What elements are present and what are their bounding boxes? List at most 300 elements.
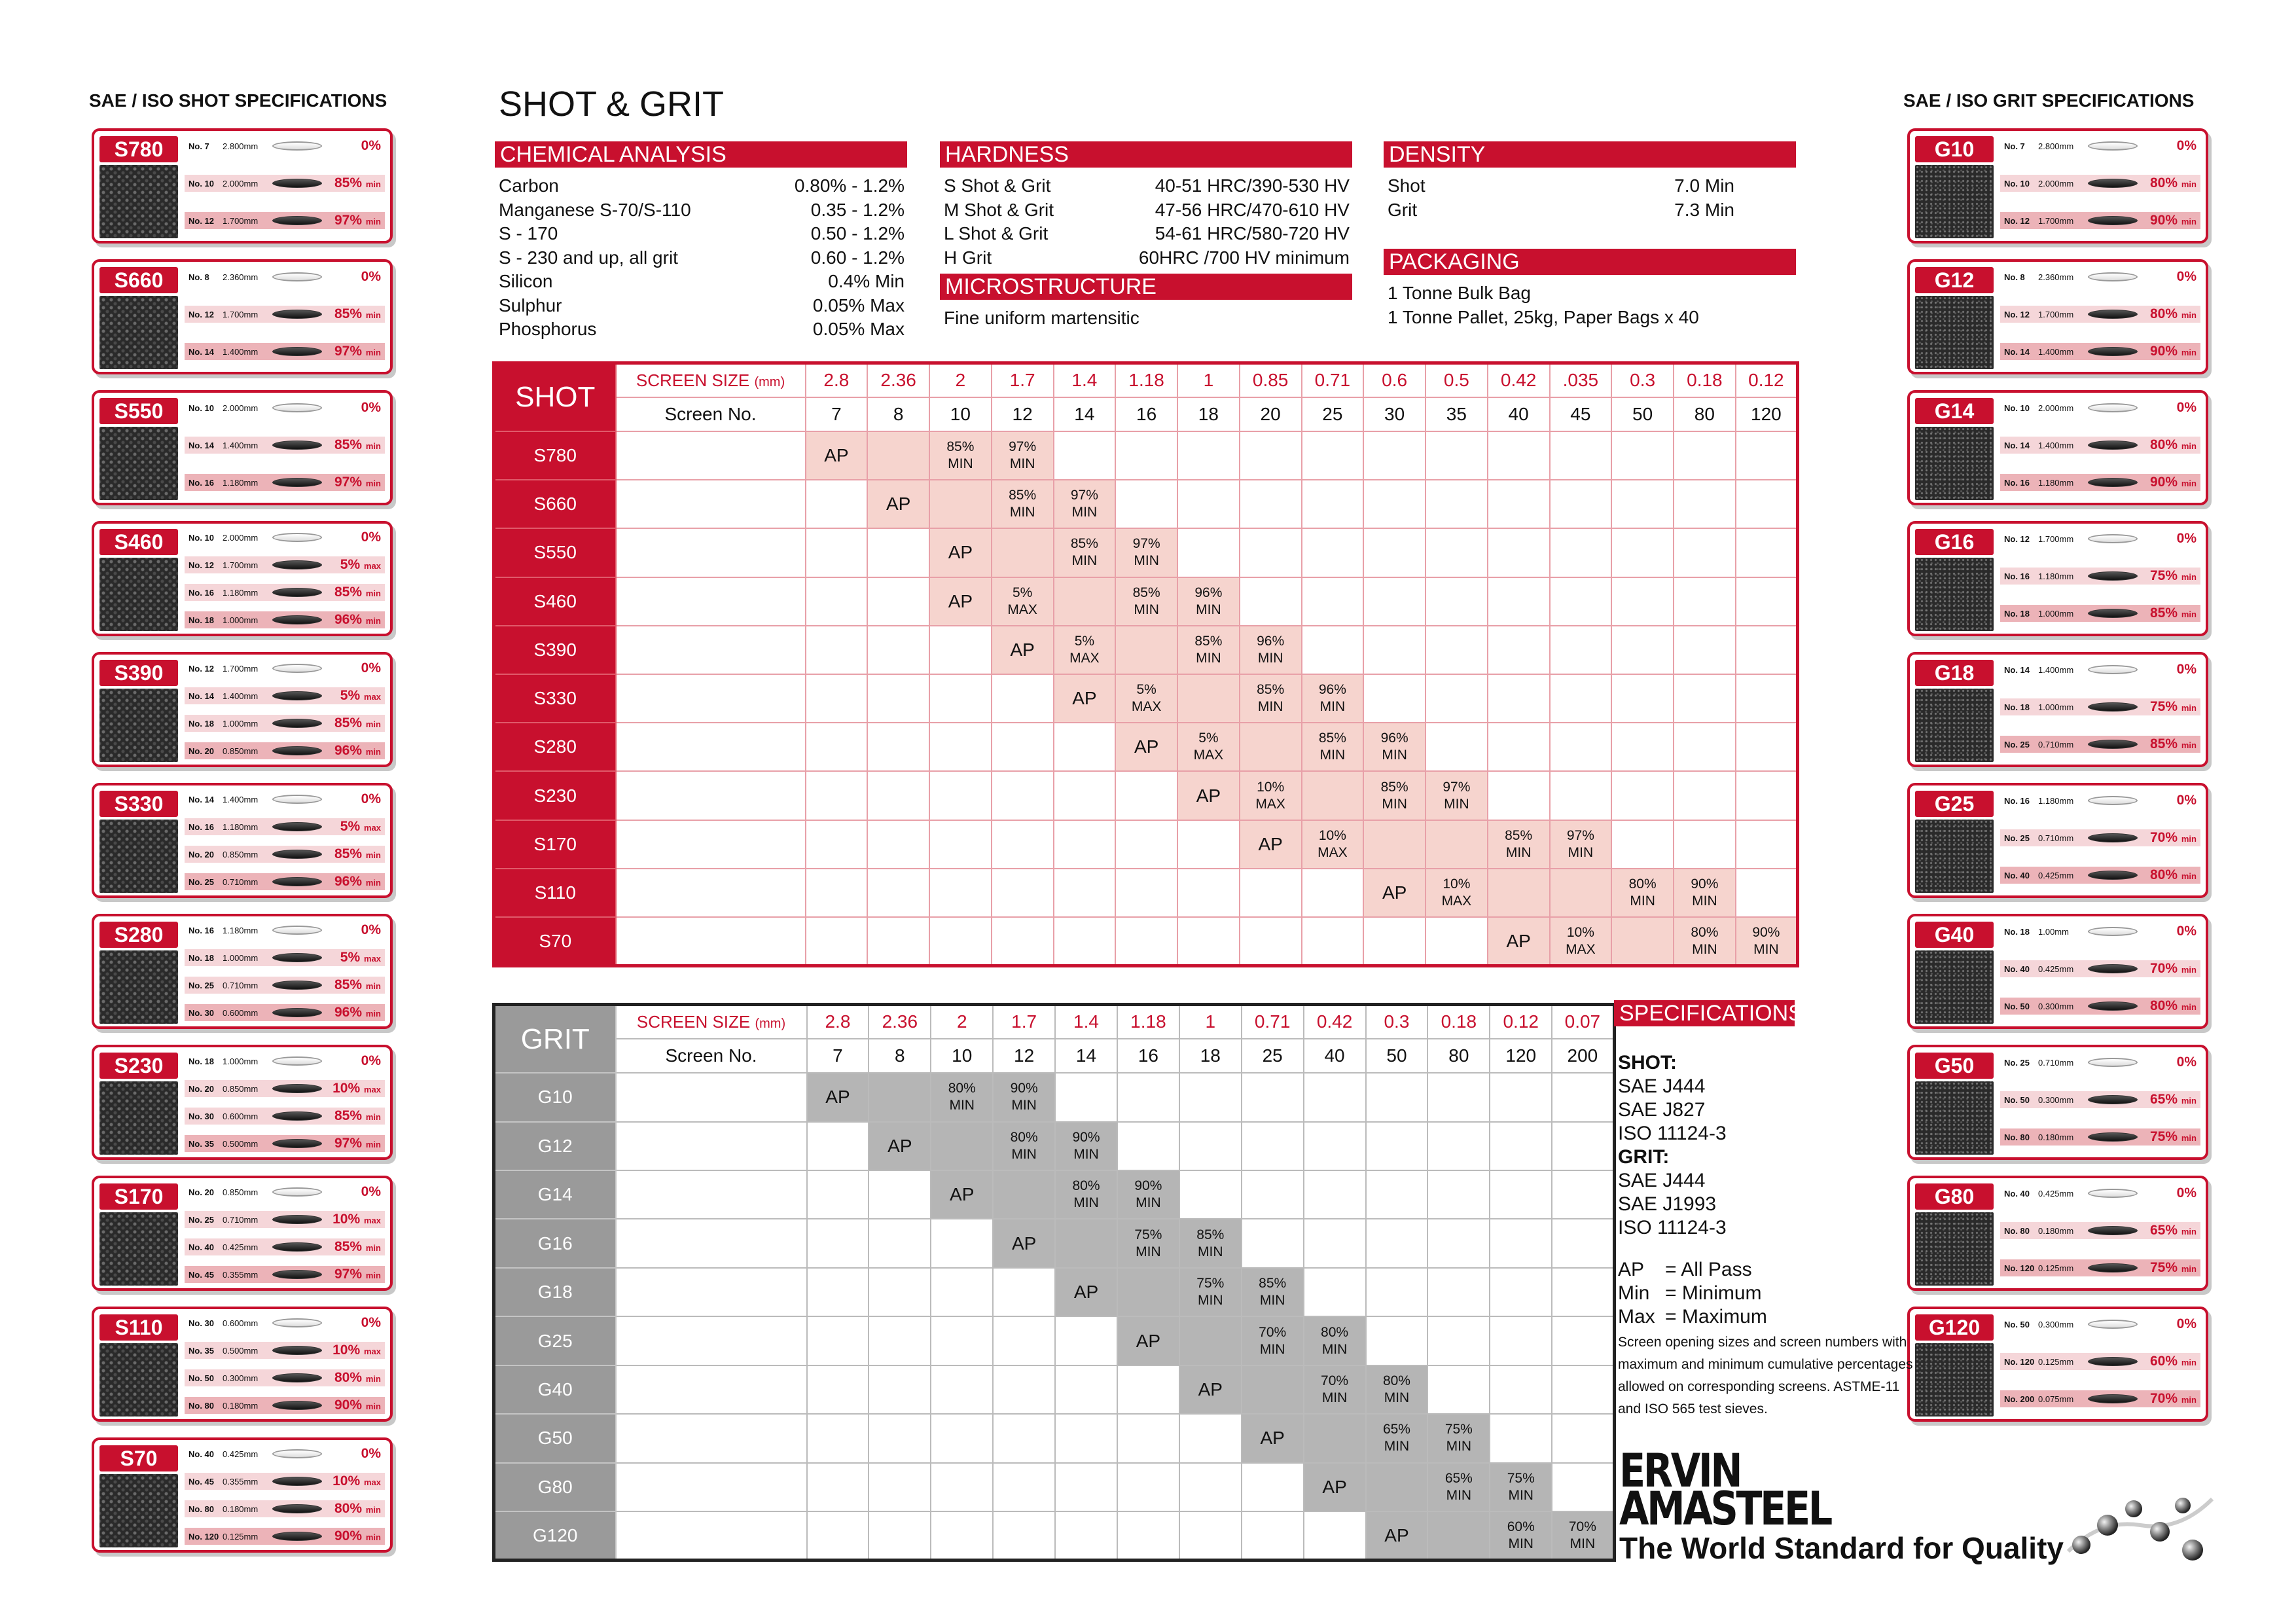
empty-cell xyxy=(1177,869,1240,917)
empty-cell xyxy=(1736,626,1798,674)
sieve-row xyxy=(185,556,385,573)
empty-cell xyxy=(1611,626,1674,674)
empty-cell xyxy=(931,1268,993,1316)
row-grade: S780 xyxy=(494,431,616,480)
empty-cell xyxy=(1242,1170,1304,1219)
empty-cell xyxy=(1674,723,1736,771)
empty-cell xyxy=(1490,1170,1552,1219)
row-grade: S230 xyxy=(494,771,616,820)
spec-value-cell: 85% MIN xyxy=(1363,771,1426,820)
row-grade: S550 xyxy=(494,528,616,577)
spec-value-cell: 85% MIN xyxy=(929,431,992,480)
row-grade: S390 xyxy=(494,626,616,674)
sieve-row xyxy=(2000,437,2200,454)
brand-tagline: The World Standard for Quality xyxy=(1619,1531,2064,1565)
sieve-pan-icon xyxy=(272,926,322,935)
abrasive-photo xyxy=(1915,427,1994,500)
sieve-row xyxy=(2000,1353,2200,1370)
empty-cell xyxy=(1363,626,1426,674)
table-row xyxy=(494,1219,1615,1267)
empty-cell xyxy=(1117,1414,1179,1462)
empty-cell xyxy=(1552,1073,1614,1121)
microstructure-heading: MICROSTRUCTURE xyxy=(940,274,1352,300)
row-grade: S280 xyxy=(494,723,616,771)
empty-cell xyxy=(1179,1122,1242,1170)
row-grade: G12 xyxy=(494,1122,616,1170)
empty-cell xyxy=(1488,577,1550,626)
empty-cell xyxy=(1490,1268,1552,1316)
sieve-opening: 0.180mm xyxy=(2038,1225,2074,1236)
percent-unit: max xyxy=(363,954,381,964)
row-blank xyxy=(616,771,806,820)
empty-cell xyxy=(1302,577,1364,626)
empty-cell xyxy=(1736,771,1798,820)
screen-size-cell: 0.42 xyxy=(1304,1005,1366,1039)
empty-cell xyxy=(1302,626,1364,674)
cumulative-percent: 90% min xyxy=(2150,344,2197,359)
sieve-number: No. 12 xyxy=(2004,533,2030,544)
page-title: SHOT & GRIT xyxy=(499,84,725,124)
cumulative-percent: 5% max xyxy=(340,950,381,965)
empty-cell xyxy=(1055,1414,1117,1462)
sieve-opening: 0.710mm xyxy=(223,876,259,887)
sieve-number: No. 14 xyxy=(188,346,215,357)
cumulative-percent: 85% min xyxy=(2150,605,2197,621)
cumulative-percent: 80% min xyxy=(2150,998,2197,1013)
brand-logo xyxy=(1619,1444,1831,1536)
spec-value-cell xyxy=(1427,1511,1490,1560)
card-grade-label: G14 xyxy=(1915,398,1994,424)
spec-value-cell: AP xyxy=(806,431,868,480)
screen-size-cell: 0.3 xyxy=(1366,1005,1428,1039)
screen-size-cell: 2 xyxy=(929,363,992,397)
sieve-row xyxy=(185,268,385,285)
screen-no-cell: 12 xyxy=(993,1039,1055,1073)
empty-cell xyxy=(1179,1463,1242,1511)
sieve-opening: 1.180mm xyxy=(223,477,259,488)
packaging-list xyxy=(1388,281,1793,334)
spec-value-cell: 65% MIN xyxy=(1366,1414,1428,1462)
abrasive-photo xyxy=(99,165,178,238)
screen-size-cell: 0.5 xyxy=(1426,363,1488,397)
sieve-opening: 0.600mm xyxy=(223,1007,259,1018)
kv-value: 0.50 - 1.2% xyxy=(810,223,905,244)
spec-value-cell xyxy=(929,480,992,528)
specifications-panel xyxy=(1618,1051,1919,1420)
screen-size-unit: (mm) xyxy=(754,375,785,390)
card-grade-label: G80 xyxy=(1915,1183,1994,1210)
percent-unit: min xyxy=(2181,310,2197,320)
row-grade: S70 xyxy=(494,917,616,965)
empty-cell xyxy=(1054,869,1116,917)
sieve-row xyxy=(185,343,385,360)
empty-cell xyxy=(1736,528,1798,577)
row-grade: G80 xyxy=(494,1463,616,1511)
sieve-number: No. 25 xyxy=(188,876,215,887)
spec-value-cell: 90% MIN xyxy=(1055,1122,1117,1170)
percent-unit: min xyxy=(365,588,381,598)
sieve-row xyxy=(185,212,385,229)
kv-key: H Grit xyxy=(944,247,992,268)
spec-value-cell: AP xyxy=(992,626,1054,674)
sieve-row xyxy=(185,818,385,835)
sieve-pan-icon xyxy=(272,1401,322,1410)
card-grade-label: S660 xyxy=(99,267,178,293)
sieve-number: No. 40 xyxy=(188,1449,215,1459)
sieve-opening: 0.425mm xyxy=(223,1242,259,1252)
cumulative-percent: 85% min xyxy=(334,175,381,190)
empty-cell xyxy=(806,528,868,577)
sieve-pan-icon xyxy=(2088,796,2138,805)
percent-unit: min xyxy=(2181,1264,2197,1274)
empty-cell xyxy=(1055,1365,1117,1414)
sieve-opening: 1.000mm xyxy=(223,615,259,625)
percent-unit: min xyxy=(2181,1133,2197,1143)
empty-cell xyxy=(1552,1170,1614,1219)
empty-cell xyxy=(1240,431,1302,480)
spec-value-cell: 90% MIN xyxy=(1736,917,1798,965)
percent-unit: min xyxy=(365,217,381,226)
sieve-pan-icon xyxy=(272,746,322,755)
sieve-opening: 1.180mm xyxy=(2038,795,2074,806)
percent-unit: min xyxy=(365,878,381,888)
sieve-pan-icon xyxy=(2088,1058,2138,1067)
spec-value-cell: 80% MIN xyxy=(931,1073,993,1121)
table-row xyxy=(494,480,1798,528)
spec-value-cell: AP xyxy=(1177,771,1240,820)
spec-value-cell: AP xyxy=(931,1170,993,1219)
sieve-row xyxy=(185,137,385,154)
packaging-heading: PACKAGING xyxy=(1384,249,1796,275)
spec-value-cell xyxy=(1242,1365,1304,1414)
empty-cell xyxy=(1674,820,1736,869)
spec-standard: SAE J444 xyxy=(1618,1075,1706,1097)
screen-size-cell: 2 xyxy=(931,1005,993,1039)
spec-value-cell xyxy=(869,1073,931,1121)
empty-cell xyxy=(1179,1170,1242,1219)
legend-item xyxy=(1618,1282,1919,1305)
spec-value-cell xyxy=(1366,1463,1428,1511)
percent-unit: min xyxy=(2181,1096,2197,1106)
empty-cell xyxy=(1426,917,1488,965)
empty-cell xyxy=(1426,723,1488,771)
sieve-number: No. 40 xyxy=(2004,870,2030,880)
spec-value-cell: 97% MIN xyxy=(1054,480,1116,528)
spec-note: Screen opening sizes and screen numbers with maximum and minimum cumulative percentages allowed on corresponding screens. ASTME-11 and ISO 565 test sieves. xyxy=(1618,1335,1913,1416)
spec-value-cell: 70% MIN xyxy=(1552,1511,1614,1560)
empty-cell xyxy=(806,723,868,771)
empty-cell xyxy=(1674,771,1736,820)
empty-cell xyxy=(1177,431,1240,480)
empty-cell xyxy=(867,917,929,965)
sieve-pan-icon xyxy=(272,403,322,412)
empty-cell xyxy=(1550,771,1612,820)
spec-value-cell xyxy=(992,528,1054,577)
sieve-row xyxy=(185,1369,385,1386)
sieve-row xyxy=(2000,698,2200,715)
screen-size-cell: 2.8 xyxy=(807,1005,869,1039)
empty-cell xyxy=(1363,480,1426,528)
sieve-number: No. 12 xyxy=(2004,215,2030,226)
cumulative-percent: 0% xyxy=(361,138,381,153)
sieve-row xyxy=(185,1528,385,1545)
empty-cell xyxy=(1242,1073,1304,1121)
cumulative-percent: 0% xyxy=(361,791,381,806)
empty-cell xyxy=(1366,1170,1428,1219)
sieve-opening: 2.000mm xyxy=(223,178,259,189)
percent-unit: min xyxy=(2181,703,2197,713)
screen-no-cell: 120 xyxy=(1490,1039,1552,1073)
empty-cell xyxy=(1240,917,1302,965)
sieve-opening: 0.300mm xyxy=(223,1373,259,1383)
sieve-opening: 0.425mm xyxy=(2038,964,2074,974)
sieve-number: No. 16 xyxy=(2004,477,2030,488)
percent-unit: max xyxy=(363,823,381,833)
abrasive-photo xyxy=(99,427,178,500)
empty-cell xyxy=(929,869,992,917)
cumulative-percent: 80% min xyxy=(2150,867,2197,882)
spec-value-cell: 80% MIN xyxy=(1674,917,1736,965)
sieve-opening: 0.355mm xyxy=(223,1476,259,1487)
screen-size-cell: 0.42 xyxy=(1488,363,1550,397)
percent-unit: max xyxy=(363,1085,381,1094)
card-grade-label: G120 xyxy=(1915,1314,1994,1341)
cumulative-percent: 0% xyxy=(361,269,381,284)
sieve-number: No. 10 xyxy=(2004,403,2030,413)
percent-unit: min xyxy=(365,1009,381,1019)
abrasive-photo xyxy=(99,689,178,762)
spec-value-cell: AP xyxy=(807,1073,869,1121)
sieve-number: No. 25 xyxy=(188,980,215,990)
sieve-number: No. 10 xyxy=(188,403,215,413)
card-grade-label: S390 xyxy=(99,660,178,686)
screen-size-cell: 1.7 xyxy=(993,1005,1055,1039)
cumulative-percent: 70% min xyxy=(2150,1391,2197,1406)
empty-cell xyxy=(1304,1219,1366,1267)
sieve-number: No. 120 xyxy=(2004,1356,2035,1367)
legend-key: Min xyxy=(1618,1282,1650,1304)
sieve-number: No. 35 xyxy=(188,1345,215,1356)
empty-cell xyxy=(1054,917,1116,965)
empty-cell xyxy=(869,1511,931,1560)
empty-cell xyxy=(1552,1316,1614,1365)
sieve-opening: 0.300mm xyxy=(2038,1094,2074,1105)
sieve-pan-icon xyxy=(272,953,322,962)
percent-unit: min xyxy=(2181,609,2197,619)
empty-cell xyxy=(1552,1219,1614,1267)
cumulative-percent: 0% xyxy=(361,1184,381,1199)
sieve-row xyxy=(185,846,385,863)
empty-cell xyxy=(1240,480,1302,528)
percent-unit: min xyxy=(2181,1002,2197,1012)
shot-specs-heading: SAE / ISO SHOT SPECIFICATIONS xyxy=(89,90,387,111)
empty-cell xyxy=(1736,674,1798,723)
abrasive-photo xyxy=(99,1474,178,1547)
empty-cell xyxy=(1302,480,1364,528)
screen-size-cell: 1.7 xyxy=(992,363,1054,397)
brand-logo-line2: AMASTEEL xyxy=(1619,1482,1831,1536)
empty-cell xyxy=(1736,577,1798,626)
row-grade: G14 xyxy=(494,1170,616,1219)
kv-key: Shot xyxy=(1388,175,1426,196)
sieve-pan-icon xyxy=(2088,441,2138,450)
packaging-item: 1 Tonne Bulk Bag xyxy=(1388,283,1531,303)
empty-cell xyxy=(1427,1316,1490,1365)
row-grade: S110 xyxy=(494,869,616,917)
sieve-opening: 1.400mm xyxy=(2038,346,2074,357)
sieve-row xyxy=(185,1397,385,1414)
cumulative-percent: 90% min xyxy=(2150,213,2197,228)
empty-cell xyxy=(1427,1122,1490,1170)
sieve-row xyxy=(185,715,385,732)
spec-value-cell: 65% MIN xyxy=(1427,1463,1490,1511)
shot-specification-table xyxy=(492,361,1799,967)
percent-unit: min xyxy=(2181,478,2197,488)
cumulative-percent: 0% xyxy=(2176,1055,2197,1070)
spec-card-g14 xyxy=(1907,390,2208,505)
sieve-opening: 1.400mm xyxy=(2038,440,2074,450)
sieve-opening: 2.000mm xyxy=(223,532,259,543)
card-grade-label: G18 xyxy=(1915,660,1994,686)
cumulative-percent: 60% min xyxy=(2150,1354,2197,1369)
empty-cell xyxy=(1054,771,1116,820)
empty-cell xyxy=(1552,1268,1614,1316)
sieve-opening: 0.710mm xyxy=(223,980,259,990)
spec-value-cell: AP xyxy=(1054,674,1116,723)
sieve-pan-icon xyxy=(2088,1095,2138,1104)
empty-cell xyxy=(1736,480,1798,528)
sieve-pan-icon xyxy=(272,441,322,450)
sieve-opening: 0.710mm xyxy=(223,1214,259,1225)
spec-value-cell: 90% MIN xyxy=(1117,1170,1179,1219)
percent-unit: min xyxy=(365,1243,381,1253)
sieve-opening: 1.700mm xyxy=(2038,309,2074,319)
empty-cell xyxy=(1242,1463,1304,1511)
empty-cell xyxy=(1117,1073,1179,1121)
empty-cell xyxy=(1055,1073,1117,1121)
sieve-row xyxy=(2000,998,2200,1015)
screen-no-cell: 14 xyxy=(1054,397,1116,431)
sieve-number: No. 25 xyxy=(2004,1057,2030,1068)
sieve-number: No. 16 xyxy=(2004,795,2030,806)
sieve-pan-icon xyxy=(2088,534,2138,543)
sieve-number: No. 16 xyxy=(188,477,215,488)
percent-unit: min xyxy=(365,850,381,860)
spec-card-s390 xyxy=(92,652,393,767)
abrasive-photo xyxy=(1915,689,1994,762)
empty-cell xyxy=(1426,528,1488,577)
sieve-pan-icon xyxy=(272,1139,322,1148)
screen-no-cell: 8 xyxy=(867,397,929,431)
kv-key: M Shot & Grit xyxy=(944,199,1054,220)
sieve-row xyxy=(185,660,385,677)
empty-cell xyxy=(1304,1122,1366,1170)
spec-value-cell: 96% MIN xyxy=(1302,674,1364,723)
spec-value-cell: 85% MIN xyxy=(992,480,1054,528)
empty-cell xyxy=(867,528,929,577)
sieve-opening: 1.700mm xyxy=(223,560,259,570)
empty-cell xyxy=(1552,1365,1614,1414)
kv-key: Grit xyxy=(1388,199,1418,220)
spec-card-s330 xyxy=(92,783,393,898)
legend-value: = Maximum xyxy=(1665,1306,1767,1327)
spec-card-s230 xyxy=(92,1045,393,1160)
empty-cell xyxy=(992,771,1054,820)
empty-cell xyxy=(1611,674,1674,723)
spec-value-cell: 10% MAX xyxy=(1550,917,1612,965)
screen-size-label: SCREEN SIZE (mm) xyxy=(616,363,806,397)
screen-no-cell: 30 xyxy=(1363,397,1426,431)
empty-cell xyxy=(806,480,868,528)
cumulative-percent: 97% min xyxy=(334,475,381,490)
sieve-opening: 1.000mm xyxy=(223,952,259,963)
spec-value-cell: 80% MIN xyxy=(1366,1365,1428,1414)
table-row xyxy=(494,1268,1615,1316)
sieve-row xyxy=(2000,268,2200,285)
screen-no-cell: 18 xyxy=(1177,397,1240,431)
sieve-number: No. 30 xyxy=(188,1007,215,1018)
sieve-opening: 1.400mm xyxy=(223,346,259,357)
sieve-number: No. 40 xyxy=(188,1242,215,1252)
sieve-pan-icon xyxy=(2088,347,2138,356)
cumulative-percent: 5% max xyxy=(340,819,381,834)
sieve-pan-icon xyxy=(2088,272,2138,281)
empty-cell xyxy=(869,1316,931,1365)
spec-card-s170 xyxy=(92,1176,393,1291)
cumulative-percent: 70% min xyxy=(2150,961,2197,976)
sieve-number: No. 40 xyxy=(2004,964,2030,974)
screen-size-cell: 0.18 xyxy=(1427,1005,1490,1039)
percent-unit: max xyxy=(363,1346,381,1356)
table-row xyxy=(494,1414,1615,1462)
empty-cell xyxy=(1179,1414,1242,1462)
empty-cell xyxy=(929,771,992,820)
cumulative-percent: 75% min xyxy=(2150,568,2197,583)
cumulative-percent: 0% xyxy=(361,1315,381,1330)
row-grade: G40 xyxy=(494,1365,616,1414)
sieve-number: No. 12 xyxy=(188,215,215,226)
sieve-number: No. 45 xyxy=(188,1269,215,1280)
abrasive-photo xyxy=(1915,1081,1994,1155)
sieve-number: No. 20 xyxy=(188,746,215,756)
sieve-row xyxy=(185,1266,385,1283)
empty-cell xyxy=(1736,431,1798,480)
sieve-opening: 2.800mm xyxy=(2038,141,2074,151)
sieve-number: No. 18 xyxy=(188,615,215,625)
empty-cell xyxy=(806,820,868,869)
empty-cell xyxy=(1674,480,1736,528)
sieve-row xyxy=(2000,960,2200,977)
sieve-opening: 0.600mm xyxy=(223,1111,259,1121)
table-row xyxy=(494,1122,1615,1170)
grit-specification-table xyxy=(492,1003,1616,1562)
kv-key: S - 230 and up, all grit xyxy=(499,247,678,268)
sieve-pan-icon xyxy=(2088,665,2138,674)
empty-cell xyxy=(929,723,992,771)
sieve-pan-icon xyxy=(272,1270,322,1279)
empty-cell xyxy=(929,626,992,674)
empty-cell xyxy=(1302,431,1364,480)
sieve-row xyxy=(2000,792,2200,809)
table-row xyxy=(494,1170,1615,1219)
sieve-opening: 2.800mm xyxy=(223,141,259,151)
sieve-row xyxy=(2000,568,2200,585)
empty-cell xyxy=(1240,577,1302,626)
percent-unit: min xyxy=(365,981,381,991)
empty-cell xyxy=(1055,1463,1117,1511)
table-row xyxy=(494,431,1798,480)
screen-size-cell: 2.36 xyxy=(869,1005,931,1039)
